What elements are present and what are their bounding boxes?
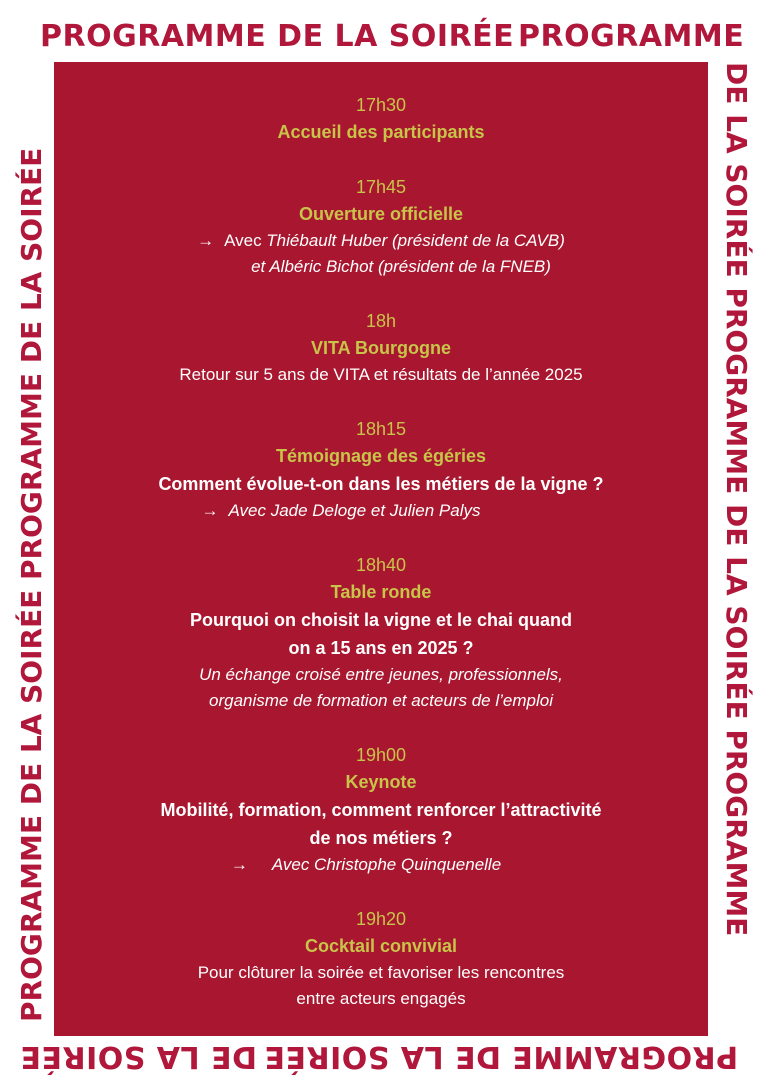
item-time: 19h00 — [355, 745, 407, 765]
item-speakers — [54, 498, 628, 524]
schedule-item-temoignage — [54, 416, 708, 524]
frame-text-bottom: PROGRAMME DE LA SOIRÉE — [263, 1039, 738, 1074]
item-description-line-2: organisme de formation et acteurs de l’emploi — [209, 691, 553, 710]
schedule-item-ouverture — [54, 174, 708, 280]
item-description-line-1: Pour clôturer la soirée et favoriser les rencontres — [197, 963, 565, 982]
arrow-icon: → — [230, 855, 248, 874]
frame-text-bottom-left: DE LA SOIRÉE — [20, 1039, 257, 1074]
speakers-names: Avec Jade Deloge et Julien Palys — [228, 501, 481, 520]
frame-right-side — [716, 62, 756, 1022]
item-description-line-1: Un échange croisé entre jeunes, professionnels, — [199, 665, 563, 684]
item-subtitle-line-1: Pourquoi on choisit la vigne et le chai quand — [189, 610, 573, 630]
item-subtitle-line-2: on a 15 ans en 2025 ? — [288, 638, 474, 658]
item-time: 18h40 — [355, 555, 407, 575]
item-description: Retour sur 5 ans de VITA et résultats de l’année 2025 — [179, 365, 583, 384]
item-time: 18h15 — [355, 419, 407, 439]
item-speakers-line-2: et Albéric Bichot (président de la FNEB) — [251, 257, 551, 276]
item-time: 17h45 — [355, 177, 407, 197]
item-subtitle: Comment évolue-t-on dans les métiers de la vigne ? — [158, 474, 604, 494]
frame-text-left: PROGRAMME DE LA SOIRÉE PROGRAMME DE LA SOIRÉE — [15, 147, 48, 1022]
item-title: Keynote — [345, 772, 417, 792]
item-subtitle-line-1: Mobilité, formation, comment renforcer l’attractivité — [160, 800, 602, 820]
item-title: Accueil des participants — [277, 122, 485, 142]
item-speakers — [54, 852, 678, 878]
schedule-item-table-ronde — [54, 552, 708, 714]
frame-left-side — [12, 62, 52, 1022]
item-description-line-2: entre acteurs engagés — [296, 989, 466, 1008]
schedule-item-accueil — [54, 92, 708, 146]
speakers-prefix: Avec — [224, 231, 267, 250]
frame-text-right: DE LA SOIRÉE PROGRAMME DE LA SOIRÉE PROGRAMME — [720, 62, 753, 937]
speakers-names: Thiébault Huber (président de la CAVB) — [266, 231, 565, 250]
item-time: 17h30 — [355, 95, 407, 115]
frame-text-top: PROGRAMME DE LA SOIRÉE — [40, 19, 515, 54]
item-title: Ouverture officielle — [298, 204, 464, 224]
item-title: Témoignage des égéries — [275, 446, 487, 466]
item-subtitle-line-2: de nos métiers ? — [309, 828, 453, 848]
schedule-item-cocktail — [54, 906, 708, 1012]
schedule-item-keynote — [54, 742, 708, 878]
arrow-icon: → — [201, 501, 219, 520]
item-title: Cocktail convivial — [304, 936, 458, 956]
frame-text-top-right: PROGRAMME — [518, 19, 745, 54]
programme-panel — [54, 62, 708, 1036]
item-title: Table ronde — [330, 582, 432, 602]
schedule — [54, 92, 708, 1040]
item-time: 19h20 — [355, 909, 407, 929]
schedule-item-vita — [54, 308, 708, 388]
item-speakers-line-1 — [54, 228, 708, 254]
arrow-icon: → — [197, 231, 215, 250]
speakers-names: Avec Christophe Quinquenelle — [271, 855, 502, 874]
item-time: 18h — [365, 311, 397, 331]
item-title: VITA Bourgogne — [311, 338, 451, 358]
